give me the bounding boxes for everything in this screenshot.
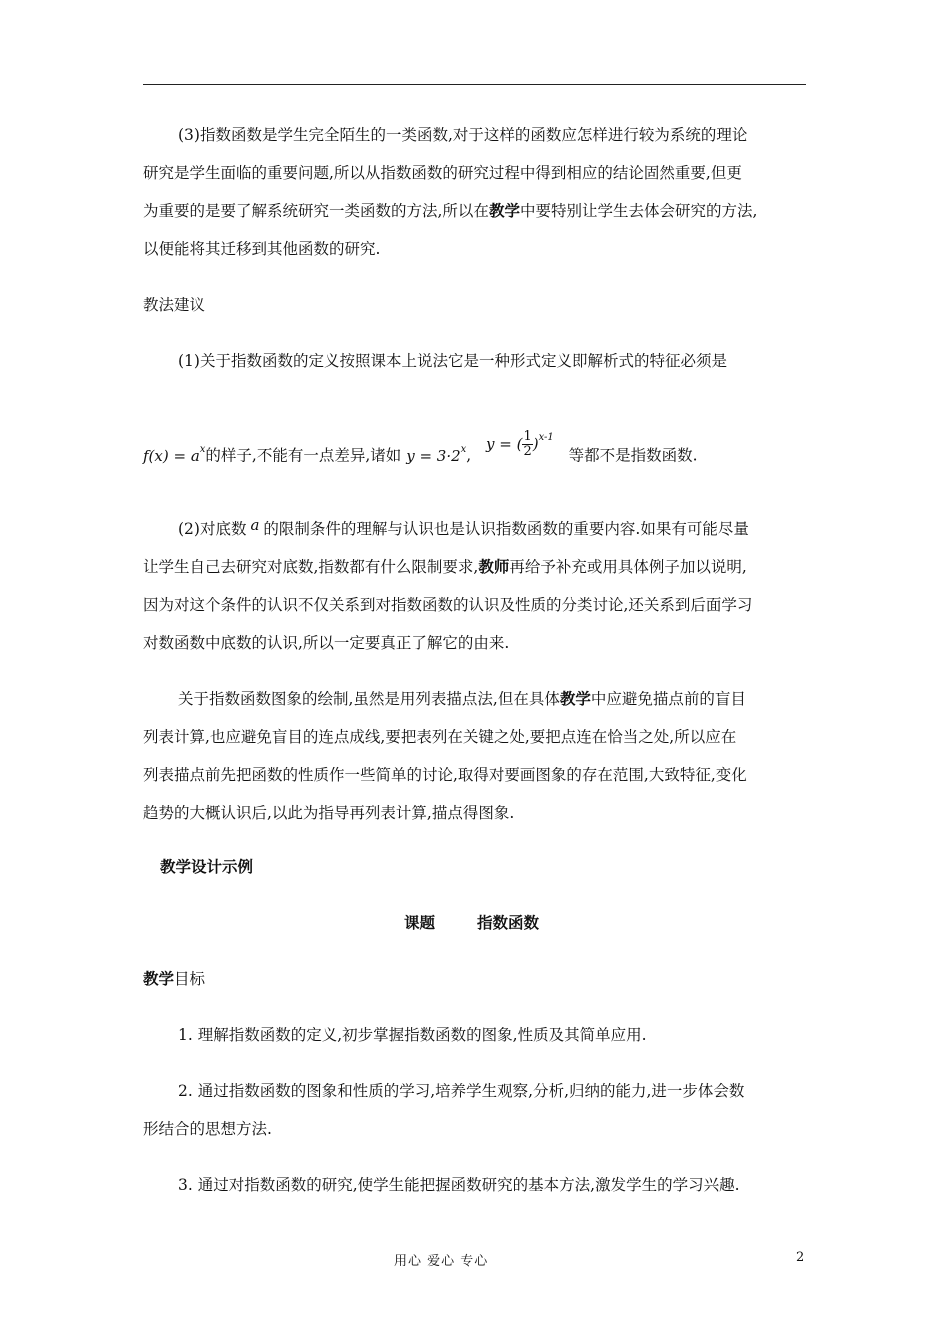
goal-3: 3. 通过对指数函数的研究,使学生能把握函数研究的基本方法,激发学生的学习兴趣. [178, 1176, 740, 1194]
page-number: 2 [796, 1250, 805, 1265]
goal-2-line1: 2. 通过指数函数的图象和性质的学习,培养学生观察,分析,归纳的能力,进一步体会数 [178, 1082, 745, 1100]
para3-line1: (3)指数函数是学生完全陌生的一类函数,对于这样的函数应怎样进行较为系统的理论 [178, 126, 748, 144]
suggestion3-line2: 列表计算,也应避免盲目的连点成线,要把表列在关键之处,要把点连在恰当之处,所以应在 [143, 728, 737, 746]
suggestion2-line1: (2)对底数 a 的限制条件的理解与认识也是认识指数函数的重要内容.如果有可能尽量 [178, 516, 749, 538]
bold-teacher: 教师 [478, 557, 510, 576]
para3-line2: 研究是学生面临的重要问题,所以从指数函数的研究过程中得到相应的结论固然重要,但更 [143, 164, 742, 182]
suggestion3-line1: 关于指数函数图象的绘制,虽然是用列表描点法,但在具体教学中应避免描点前的盲目 [178, 689, 746, 708]
suggestion1-line2: $f(x) = a^x$的样子,不能有一点差异,诸如 $y = 3\cdot 2^x$, y = ( $\frac{1}{2}$ )$^{x-1}$ 等都不是指数函数. [143, 429, 698, 465]
formula-fx: $f(x) = a^x$ [143, 443, 206, 465]
suggestion1-line1: (1)关于指数函数的定义按照课本上说法它是一种形式定义即解析式的特征必须是 [178, 352, 727, 370]
topic-line: 课题 指数函数 [404, 913, 540, 932]
footer-slogan: 用心 爱心 专心 [394, 1254, 489, 1269]
suggestion2-line4: 对数函数中底数的认识,所以一定要真正了解它的由来. [143, 634, 510, 652]
para3-line3: 为重要的是要了解系统研究一类函数的方法,所以在教学中要特别让学生去体会研究的方法, [143, 201, 758, 220]
formula-half-pow: y = ( $\frac{1}{2}$ )$^{x-1}$ [486, 429, 554, 459]
goals-heading: 教学目标 [143, 969, 206, 988]
bold-teaching: 教学 [559, 689, 591, 708]
method-heading: 教法建议 [143, 296, 206, 314]
design-heading: 教学设计示例 [160, 857, 254, 876]
header-rule [143, 84, 806, 85]
formula-y-3-2x: $y = 3\cdot 2^x$ [406, 443, 467, 465]
para3-line4: 以便能将其迁移到其他函数的研究. [143, 240, 381, 258]
suggestion2-line3: 因为对这个条件的认识不仅关系到对指数函数的认识及性质的分类讨论,还关系到后面学习 [143, 596, 753, 614]
goal-2-line2: 形结合的思想方法. [143, 1120, 272, 1138]
suggestion3-line4: 趋势的大概认识后,以此为指导再列表计算,描点得图象. [143, 804, 515, 822]
suggestion2-line2: 让学生自己去研究对底数,指数都有什么限制要求,教师再给予补充或用具体例子加以说明, [143, 557, 747, 576]
goal-1: 1. 理解指数函数的定义,初步掌握指数函数的图象,性质及其简单应用. [178, 1026, 647, 1044]
suggestion3-line3: 列表描点前先把函数的性质作一些简单的讨论,取得对要画图象的存在范围,大致特征,变化 [143, 766, 747, 784]
bold-teaching: 教学 [488, 201, 520, 220]
